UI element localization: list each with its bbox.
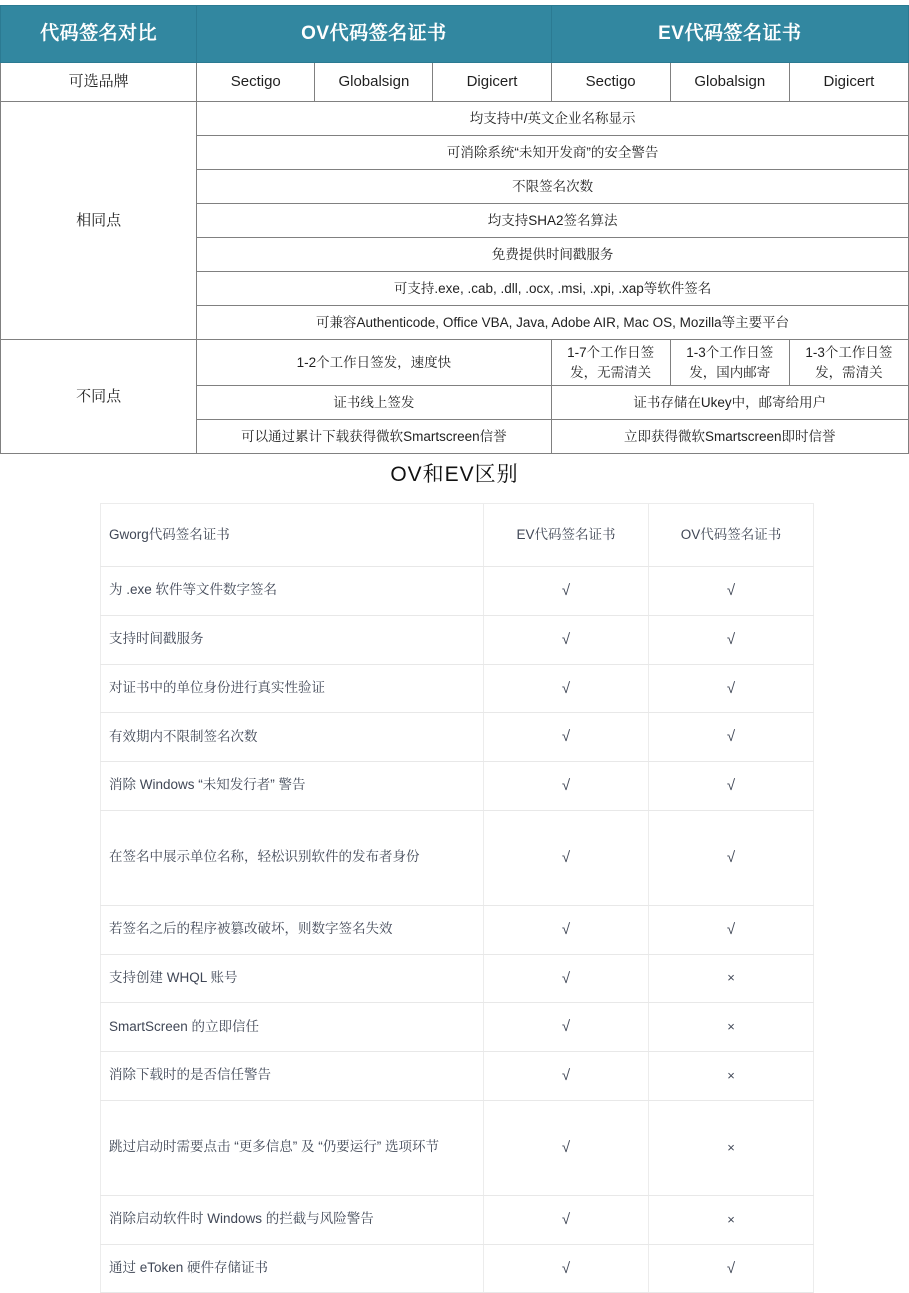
feature-label: 跳过启动时需要点击 “更多信息” 及 “仍要运行” 选项环节 [101, 1100, 484, 1195]
feature-label: 对证书中的单位身份进行真实性验证 [101, 664, 484, 713]
same-point-cell: 均支持SHA2签名算法 [197, 204, 909, 238]
feature-matrix-container [100, 503, 813, 1293]
brand-ev-digicert: Digicert [789, 63, 908, 102]
table-row [101, 762, 814, 811]
brand-ov-digicert: Digicert [433, 63, 551, 102]
diff-ov-issuance: 1-2个工作日签发，速度快 [197, 340, 551, 386]
header-label-cell: 代码签名对比 [1, 6, 197, 63]
header-group-ev: EV代码签名证书 [551, 6, 908, 63]
table-row [101, 1195, 814, 1244]
diff-ev-sectigo-issuance: 1-7个工作日签发，无需清关 [551, 340, 670, 386]
ev-value: √ [484, 1195, 649, 1244]
ov-value: × [649, 954, 814, 1003]
brand-row-label: 可选品牌 [1, 63, 197, 102]
comparison-header-row [1, 6, 909, 63]
feature-label: 消除启动软件时 Windows 的拦截与风险警告 [101, 1195, 484, 1244]
ov-value: × [649, 1100, 814, 1195]
ov-value: × [649, 1003, 814, 1052]
feature-label: 消除下载时的是否信任警告 [101, 1052, 484, 1101]
header-group-ov: OV代码签名证书 [197, 6, 551, 63]
feature-label: 支持时间戳服务 [101, 615, 484, 664]
brand-row [1, 63, 909, 102]
same-point-row [1, 102, 909, 136]
ev-value: √ [484, 615, 649, 664]
feature-label: 支持创建 WHQL 账号 [101, 954, 484, 1003]
same-point-cell: 免费提供时间戳服务 [197, 238, 909, 272]
ov-value: √ [649, 1244, 814, 1293]
diff-ev-delivery: 证书存储在Ukey中，邮寄给用户 [551, 386, 908, 420]
ov-value: √ [649, 664, 814, 713]
ov-value: √ [649, 713, 814, 762]
same-point-cell: 不限签名次数 [197, 170, 909, 204]
ov-value: √ [649, 615, 814, 664]
diff-ev-globalsign-issuance: 1-3个工作日签发，国内邮寄 [670, 340, 789, 386]
feature-table-header-row [101, 504, 814, 567]
ev-value: √ [484, 762, 649, 811]
diff-section-label: 不同点 [1, 340, 197, 454]
table-row [101, 905, 814, 954]
table-row [101, 713, 814, 762]
ov-value: × [649, 1195, 814, 1244]
feature-label: 在签名中展示单位名称，轻松识别软件的发布者身份 [101, 810, 484, 905]
table-row [101, 1003, 814, 1052]
table-row [101, 1244, 814, 1293]
feature-label: SmartScreen 的立即信任 [101, 1003, 484, 1052]
brand-ov-sectigo: Sectigo [197, 63, 315, 102]
ev-value: √ [484, 1100, 649, 1195]
same-point-cell: 可消除系统“未知开发商”的安全警告 [197, 136, 909, 170]
table-row [101, 1052, 814, 1101]
ev-value: √ [484, 905, 649, 954]
feature-label: 为 .exe 软件等文件数字签名 [101, 567, 484, 616]
diff-point-row-issuance [1, 340, 909, 386]
feature-label: 消除 Windows “未知发行者” 警告 [101, 762, 484, 811]
same-point-cell: 可兼容Authenticode, Office VBA, Java, Adobe AIR, Mac OS, Mozilla等主要平台 [197, 306, 909, 340]
feature-label: 通过 eToken 硬件存储证书 [101, 1244, 484, 1293]
diff-ov-delivery: 证书线上签发 [197, 386, 551, 420]
ov-col-header: OV代码签名证书 [649, 504, 814, 567]
table-row [101, 567, 814, 616]
ev-value: √ [484, 810, 649, 905]
table-row [101, 1100, 814, 1195]
ov-value: × [649, 1052, 814, 1101]
table-row [101, 664, 814, 713]
same-point-cell: 均支持中/英文企业名称显示 [197, 102, 909, 136]
brand-ev-globalsign: Globalsign [670, 63, 789, 102]
ev-value: √ [484, 954, 649, 1003]
feature-label: 有效期内不限制签名次数 [101, 713, 484, 762]
ev-value: √ [484, 567, 649, 616]
ov-value: √ [649, 567, 814, 616]
feature-col-header: Gworg代码签名证书 [101, 504, 484, 567]
ev-value: √ [484, 664, 649, 713]
diff-ov-reputation: 可以通过累计下载获得微软Smartscreen信誉 [197, 420, 551, 454]
ev-value: √ [484, 713, 649, 762]
table-row [101, 810, 814, 905]
same-point-cell: 可支持.exe, .cab, .dll, .ocx, .msi, .xpi, .xap等软件签名 [197, 272, 909, 306]
diff-ev-digicert-issuance: 1-3个工作日签发，需清关 [789, 340, 908, 386]
ev-value: √ [484, 1244, 649, 1293]
page-title: OV和EV区别 [390, 463, 519, 486]
brand-ov-globalsign: Globalsign [315, 63, 433, 102]
ov-value: √ [649, 762, 814, 811]
same-section-label: 相同点 [1, 102, 197, 340]
ov-ev-feature-table [100, 503, 814, 1293]
diff-ev-reputation: 立即获得微软Smartscreen即时信誉 [551, 420, 908, 454]
feature-label: 若签名之后的程序被篡改破坏，则数字签名失效 [101, 905, 484, 954]
table-row [101, 954, 814, 1003]
ov-value: √ [649, 905, 814, 954]
ev-col-header: EV代码签名证书 [484, 504, 649, 567]
ev-value: √ [484, 1052, 649, 1101]
comparison-table-container [0, 5, 909, 454]
ev-value: √ [484, 1003, 649, 1052]
ov-value: √ [649, 810, 814, 905]
code-signing-comparison-table [0, 5, 909, 454]
table-row [101, 615, 814, 664]
brand-ev-sectigo: Sectigo [551, 63, 670, 102]
